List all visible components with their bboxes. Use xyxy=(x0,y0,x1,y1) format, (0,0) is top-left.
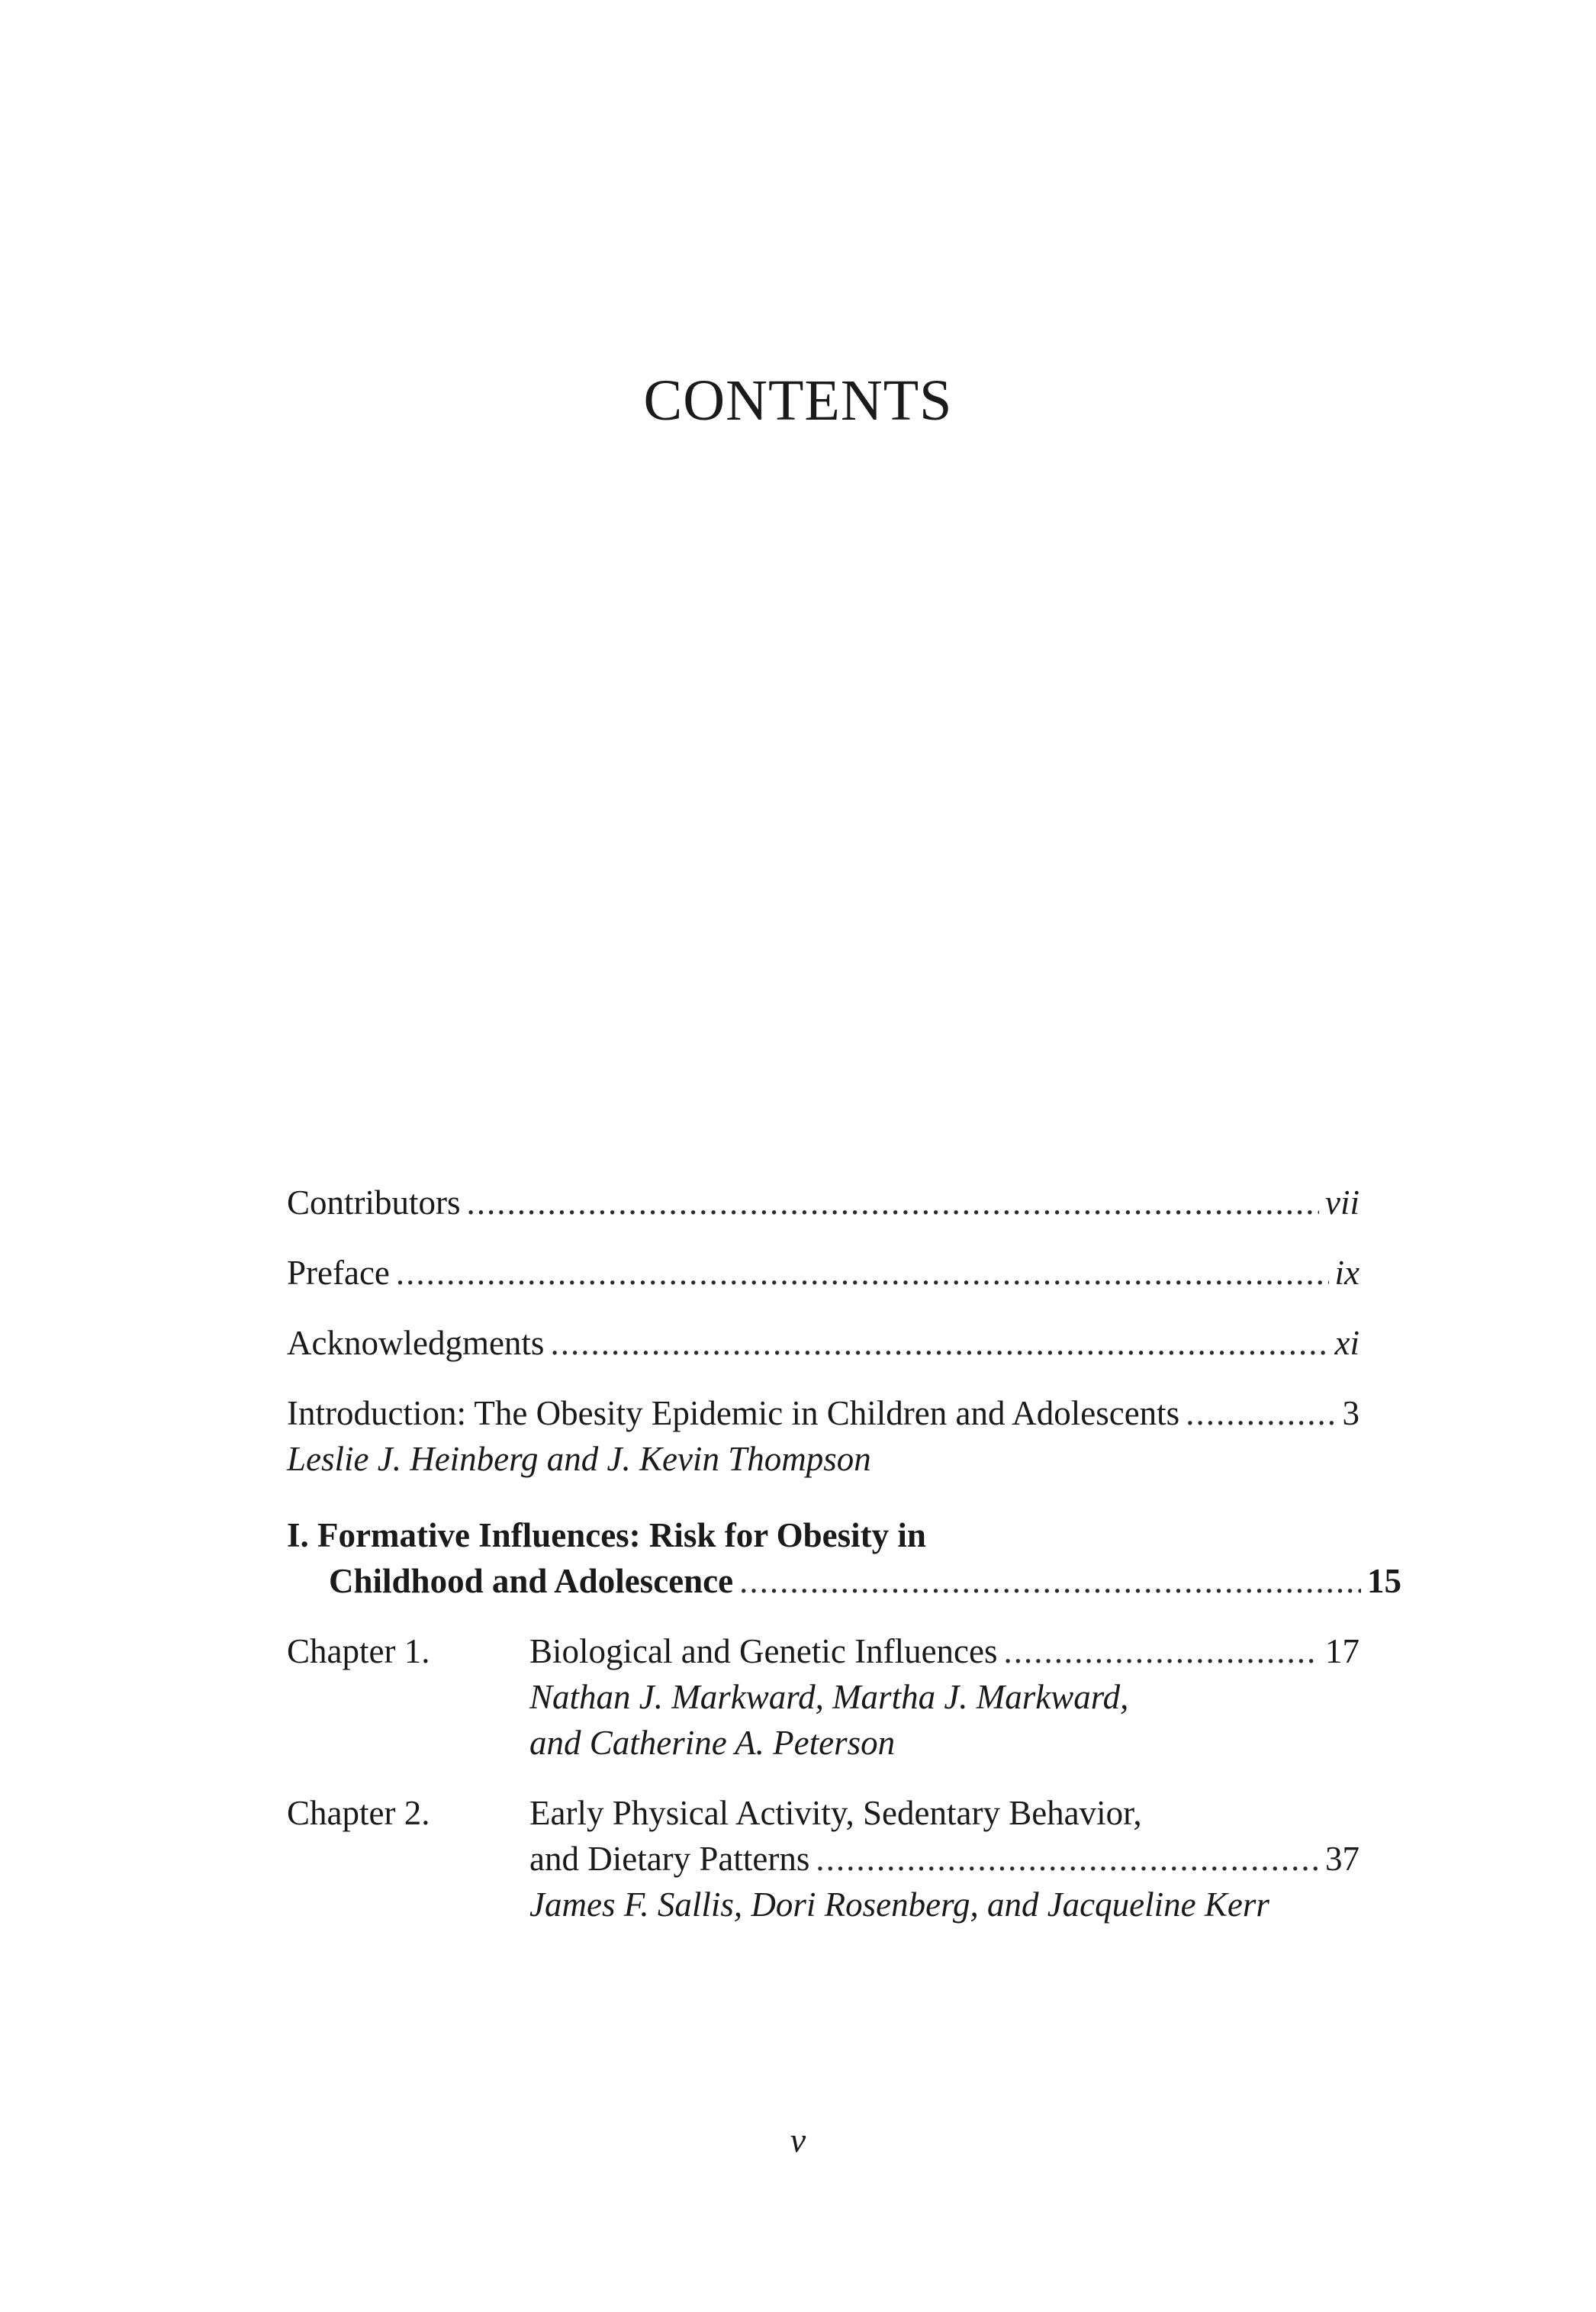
page-title: CONTENTS xyxy=(643,369,953,433)
leader-dots xyxy=(1004,1628,1319,1674)
chapter-number: Chapter 1. xyxy=(287,1632,430,1670)
toc-page-number: xi xyxy=(1334,1324,1359,1362)
part-title-line2: Childhood and Adolescence xyxy=(329,1562,734,1600)
leader-dots xyxy=(467,1180,1320,1225)
chapter-title-continued: and Dietary Patterns xyxy=(529,1840,810,1878)
toc-entry-label: Contributors xyxy=(287,1183,461,1222)
toc-entry-preface[interactable] xyxy=(287,1250,1359,1296)
leader-dots xyxy=(1186,1390,1336,1436)
toc-page-number: vii xyxy=(1325,1183,1359,1222)
chapter-title: Early Physical Activity, Sedentary Behavior, xyxy=(529,1794,1142,1832)
toc-entry-contributors[interactable] xyxy=(287,1180,1359,1225)
chapter-number: Chapter 2. xyxy=(287,1794,430,1832)
toc-entry-label: Preface xyxy=(287,1254,390,1292)
toc-page-number: 15 xyxy=(1367,1562,1401,1600)
toc-page-number: ix xyxy=(1334,1254,1359,1292)
toc-page-number: 37 xyxy=(1325,1840,1359,1878)
toc-page-number: 17 xyxy=(1325,1632,1359,1670)
page-folio: v xyxy=(790,2120,806,2159)
toc-chapter-1[interactable] xyxy=(287,1628,1359,1766)
leader-dots xyxy=(816,1836,1319,1882)
toc-entry-label: Introduction: The Obesity Epidemic in Children and Adolescents xyxy=(287,1394,1180,1432)
toc-entry-label: Acknowledgments xyxy=(287,1324,545,1362)
chapter-title: Biological and Genetic Influences xyxy=(529,1632,998,1670)
part-title-line1: I. Formative Influences: Risk for Obesity in xyxy=(287,1516,926,1554)
leader-dots xyxy=(550,1320,1328,1366)
toc-part-1[interactable] xyxy=(287,1512,1401,1604)
toc-page-number: 3 xyxy=(1342,1394,1359,1432)
toc-entry-acknowledgments[interactable] xyxy=(287,1320,1359,1366)
toc-authors: Leslie J. Heinberg and J. Kevin Thompson xyxy=(287,1440,871,1478)
leader-dots xyxy=(739,1558,1361,1604)
toc-entry-introduction[interactable] xyxy=(287,1390,1359,1482)
chapter-authors: James F. Sallis, Dori Rosenberg, and Jacqueline Kerr xyxy=(529,1885,1269,1924)
chapter-authors: and Catherine A. Peterson xyxy=(529,1724,896,1762)
toc-chapter-2[interactable] xyxy=(287,1790,1359,1927)
chapter-authors: Nathan J. Markward, Martha J. Markward, xyxy=(529,1678,1129,1716)
leader-dots xyxy=(396,1250,1329,1296)
